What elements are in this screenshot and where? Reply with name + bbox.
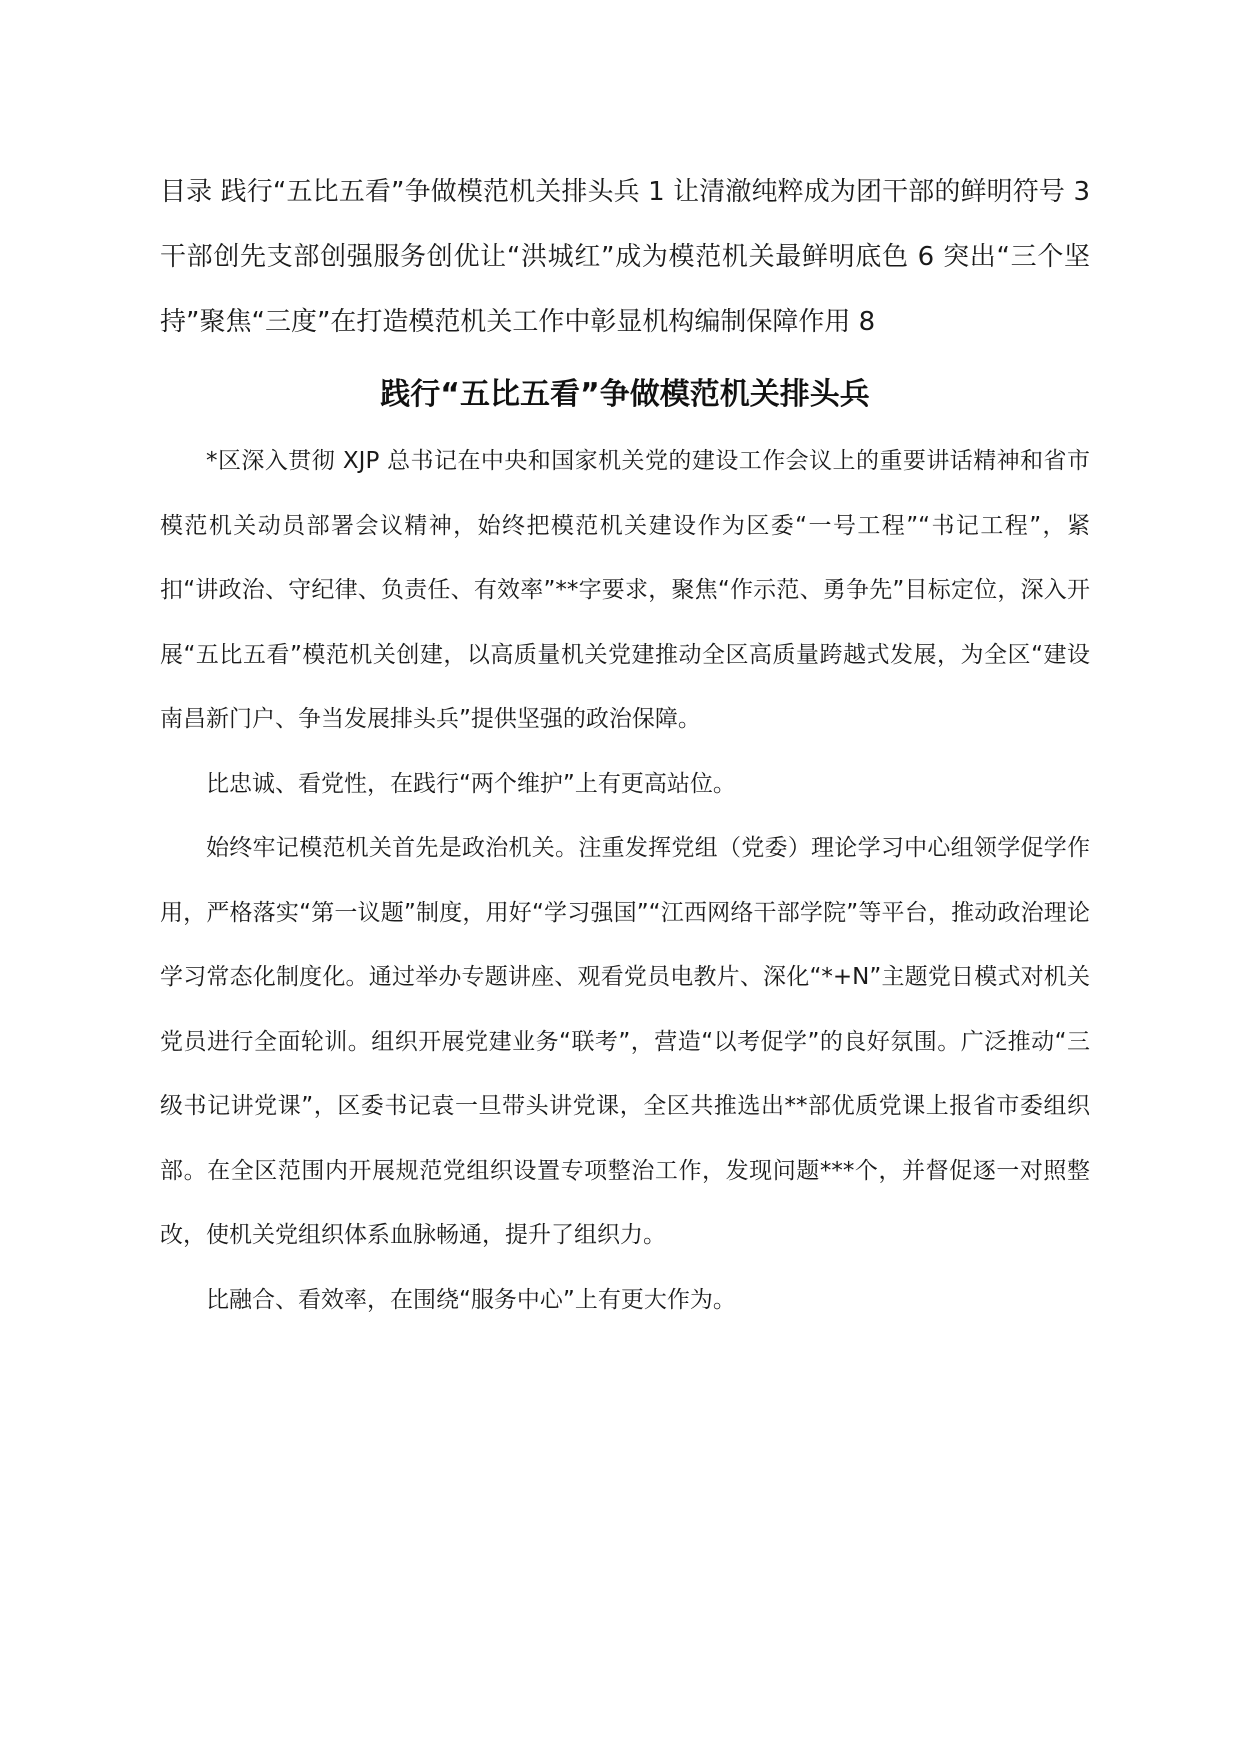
paragraph-heading-integration: 比融合、看效率，在围绕“服务中心”上有更大作为。 (206, 1286, 736, 1313)
document-page (160, 160, 1090, 1332)
document-title: 践行“五比五看”争做模范机关排头兵 (380, 377, 870, 412)
paragraph-heading-loyalty: 比忠诚、看党性，在践行“两个维护”上有更高站位。 (206, 770, 736, 797)
table-of-contents: 目录 践行“五比五看”争做模范机关排头兵 1 让清澈纯粹成为团干部的鲜明符号 3 干部创先支部创强服务创优让“洪城红”成为模范机关最鲜明底色 6 突出“三个坚持”聚焦“三度”在打造模范机关工作中彰显机构编制保障作用 8 (160, 177, 1090, 337)
paragraph-political-organ: 始终牢记模范机关首先是政治机关。注重发挥党组（党委）理论学习中心组领学促学作用，严格落实“第一议题”制度，用好“学习强国”“江西网络干部学院”等平台，推动政治理论学习常态化制度化。通过举办专题讲座、观看党员电教片、深化“*+N”主题党日模式对机关党员进行全面轮训。组织开展党建业务“联考”，营造“以考促学”的良好氛围。广泛推动“三级书记讲党课”，区委书记袁一旦带头讲党课，全区共推选出**部优质党课上报省市委组织部。在全区范围内开展规范党组织设置专项整治工作，发现问题***个，并督促逐一对照整改，使机关党组织体系血脉畅通，提升了组织力。 (160, 835, 1090, 1248)
paragraph-intro: *区深入贯彻 XJP 总书记在中央和国家机关党的建设工作会议上的重要讲话精神和省市模范机关动员部署会议精神，始终把模范机关建设作为区委“一号工程”“书记工程”，紧扣“讲政治、守纪律、负责任、有效率”**字要求，聚焦“作示范、勇争先”目标定位，深入开展“五比五看”模范机关创建，以高质量机关党建推动全区高质量跨越式发展，为全区“建设南昌新门户、争当发展排头兵”提供坚强的政治保障。 (160, 448, 1090, 732)
